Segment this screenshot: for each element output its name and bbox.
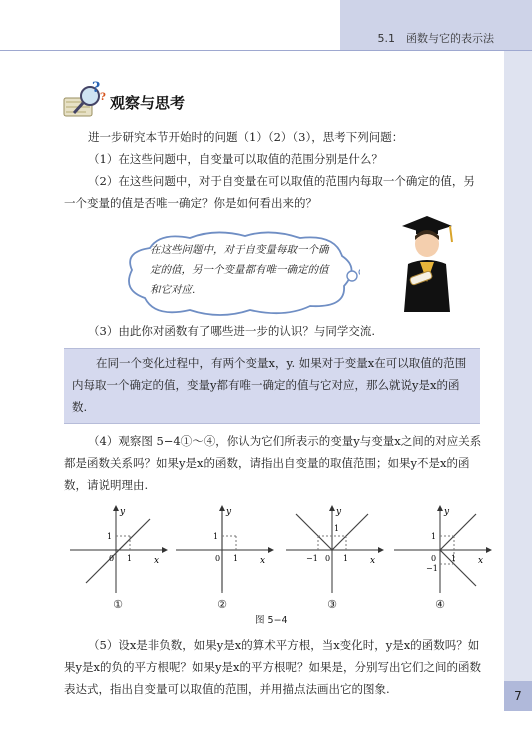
question-3: （3）由此你对函数有了哪些进一步的认识？与同学交流.	[88, 324, 375, 338]
y-axis-label: y	[444, 507, 450, 517]
graph-3	[282, 505, 384, 599]
graph-label-4: ④	[435, 598, 445, 611]
tick-label: 1	[233, 554, 239, 563]
header-rule	[0, 50, 532, 51]
tick-label: 1	[343, 554, 349, 563]
graph-4	[390, 505, 492, 599]
y-axis-label: y	[336, 507, 342, 517]
magnifier-question-icon	[62, 80, 108, 124]
tick-label: 1	[334, 524, 340, 533]
question-2: （2）在这些问题中，对于自变量在可以取值的范围内每取一个确定的值，另一个变量的值是否唯一确定？你是如何看出来的？	[64, 174, 475, 210]
origin-label: 0	[109, 554, 115, 563]
x-axis-label: x	[154, 556, 160, 566]
x-axis-label: x	[478, 556, 484, 566]
right-sidebar	[504, 51, 532, 711]
question-4: （4）观察图 5−4①～④，你认为它们所表示的变量y与变量x之间的对应关系都是函数关系吗？如果y是x的函数，请指出自变量的取值范围；如果y不是x的函数，请说明理由.	[64, 434, 482, 492]
graph-2	[172, 505, 274, 599]
x-axis-label: x	[260, 556, 266, 566]
figure-caption: 图 5−4	[255, 615, 288, 626]
x-axis-label: x	[370, 556, 376, 566]
tick-label: 1	[431, 532, 437, 541]
origin-label: 0	[325, 554, 331, 563]
intro-paragraph: 进一步研究本节开始时的问题（1）（2）（3），思考下列问题：	[88, 130, 404, 144]
tick-label: 1	[107, 532, 113, 541]
definition-text: 在同一个变化过程中，有两个变量x，y. 如果对于变量x在可以取值的范围内每取一个确定的值，变量y都有唯一确定的值与它对应，那么就说y是x的函数.	[72, 356, 467, 414]
section-title: 观察与思考	[110, 94, 186, 112]
graph-label-1: ①	[113, 598, 123, 611]
tick-label: −1	[426, 564, 438, 573]
section-header: 5.1 函数与它的表示法	[377, 32, 494, 45]
origin-label: 0	[431, 554, 437, 563]
graduate-student-illustration	[392, 212, 462, 316]
svg-text:?: ?	[92, 80, 101, 96]
graph-1	[66, 505, 168, 599]
page-number: 7	[504, 681, 532, 711]
graph-label-3: ③	[327, 598, 337, 611]
cloud-text: 在这些问题中，对于自变量每取一个确定的值，另一个变量都有唯一确定的值和它对应.	[150, 244, 329, 296]
tick-label: −1	[306, 554, 318, 563]
tick-label: 1	[451, 554, 457, 563]
question-5: （5）设x是非负数，如果y是x的算术平方根，当x变化时，y是x的函数吗？如果y是x的负的平方根呢？如果y是x的平方根呢？如果是，分别写出它们之间的函数表达式，指出自变量可以取值的范围，并用描点法画出它的图象.	[64, 638, 481, 696]
graph-label-2: ②	[217, 598, 227, 611]
y-axis-label: y	[120, 507, 126, 517]
y-axis-label: y	[226, 507, 232, 517]
svg-text:?: ?	[100, 92, 106, 103]
origin-label: 0	[215, 554, 221, 563]
tick-label: 1	[127, 554, 133, 563]
question-1: （1）在这些问题中，自变量可以取值的范围分别是什么？	[88, 152, 383, 166]
tick-label: 1	[213, 532, 219, 541]
